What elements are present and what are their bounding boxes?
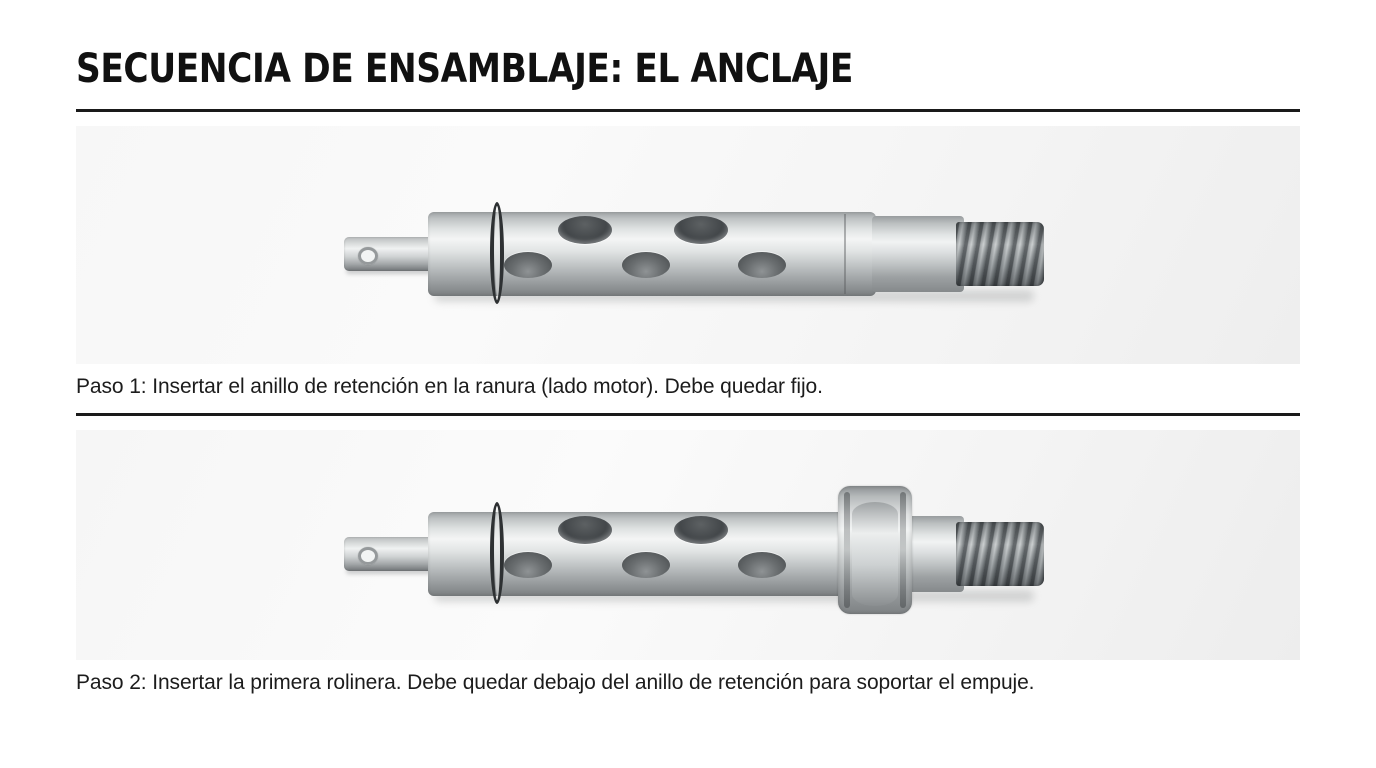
retaining-ring-groove [495, 209, 500, 297]
assembly-step-1 [76, 126, 1300, 399]
threaded-tip-icon [956, 522, 1044, 586]
shaft-assembly-step-1 [344, 190, 1034, 300]
shaft-lower-hole [504, 552, 552, 578]
page-title: SECUENCIA DE ENSAMBLAJE: EL ANCLAJE [76, 46, 853, 92]
shaft-lower-hole [504, 252, 552, 278]
step-divider [76, 413, 1300, 416]
threaded-tip-icon [956, 222, 1044, 286]
eyelet-hole-icon [358, 247, 378, 265]
step-2-caption: Paso 2: Insertar la primera rolinera. Debe quedar debajo del anillo de retención para soportar el empuje. [76, 671, 1035, 694]
shaft-lower-hole [622, 252, 670, 278]
shaft-lower-hole [738, 552, 786, 578]
shaft-shoulder [872, 216, 964, 292]
step-1-caption: Paso 1: Insertar el anillo de retención en la ranura (lado motor). Debe quedar fijo. [76, 375, 823, 398]
shaft-top-hole [558, 516, 612, 544]
shaft-assembly-step-2 [344, 490, 1034, 600]
shaft-seam [844, 214, 846, 294]
bearing-race [844, 492, 850, 608]
shaft-lower-hole [738, 252, 786, 278]
bearing-outer-face [852, 502, 898, 606]
eyelet-hole-icon [358, 547, 378, 565]
shaft-top-hole [674, 516, 728, 544]
retaining-ring-groove [495, 509, 500, 597]
shaft-top-hole [558, 216, 612, 244]
shaft-top-hole [674, 216, 728, 244]
bearing-race [900, 492, 906, 608]
assembly-step-2 [76, 430, 1300, 695]
figure-step-1 [76, 126, 1300, 364]
figure-step-2 [76, 430, 1300, 660]
shaft-lower-hole [622, 552, 670, 578]
title-rule [76, 109, 1300, 112]
